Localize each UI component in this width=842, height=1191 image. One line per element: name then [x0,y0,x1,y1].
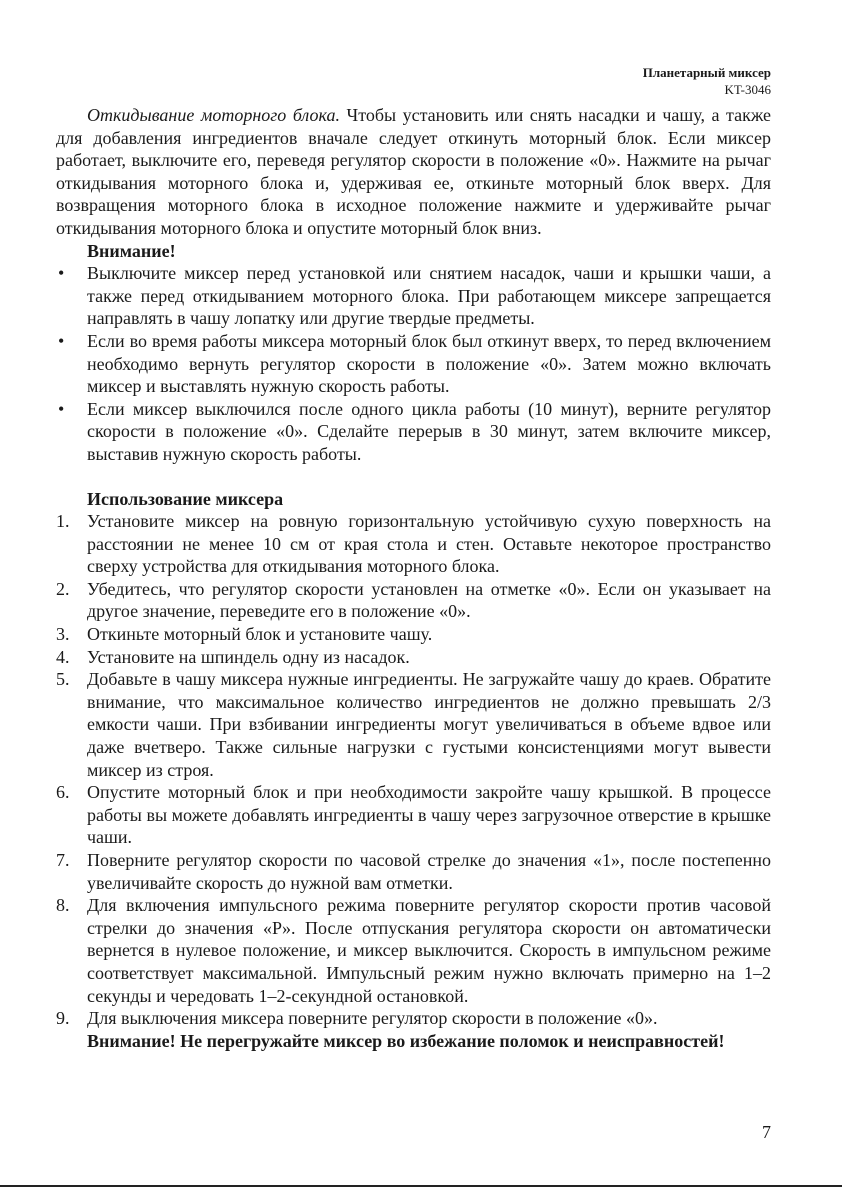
step-text: Для включения импульсного режима поверните регулятор скорости против часовой стрелки до значения «P». После отпускания регулятора скорости он автоматически вернется в нулевое положение, и миксер выключится. Скорость в импульсном режиме соответствует максимальной. Импульсный режим нужно включать примерно на 1–2 секунды и чередовать 1–2-секундной остановкой. [87,895,771,1006]
usage-step [56,578,771,623]
usage-heading: Использование миксера [87,488,284,509]
step-number: 3. [56,624,70,645]
step-text: Поверните регулятор скорости по часовой стрелке до значения «1», после постепенно увеличивайте скорость до нужной вам отметки. [87,850,771,893]
step-text: Откиньте моторный блок и установите чашу. [87,624,433,645]
step-text: Для выключения миксера поверните регулятор скорости в положение «0». [87,1008,658,1029]
usage-step [56,781,771,849]
usage-step [56,646,771,669]
page-content [56,104,771,1052]
step-text: Установите миксер на ровную горизонтальную устойчивую сухую поверхность на расстоянии не менее 10 см от края стола и стен. Оставьте некоторое пространство сверху устройства для откидывания моторного блока. [87,511,771,577]
attention-heading: Внимание! [87,240,176,261]
overload-warning: Внимание! Не перегружайте миксер во избежание поломок и неисправностей! [87,1030,725,1051]
intro-lead: Откидывание моторного блока. [87,105,340,125]
step-text: Убедитесь, что регулятор скорости установлен на отметке «0». Если он указывает на другое значение, переведите его в положение «0». [87,578,771,622]
step-number: 2. [56,578,70,599]
usage-step [56,668,771,781]
page-number: 7 [762,1122,771,1142]
intro-text: Чтобы установить или снять насадки и чашу, а также для добавления ингредиентов вначале следует откинуть моторный блок. Если миксер работает, выключите его, переведя регулятор скорости в положение «0». Нажмите на рычаг откидывания моторного блока и, удерживая ее, откиньте моторный блок вверх. Для возвращения моторного блока в исходное положение нажмите и удерживайте рычаг откидывания моторного блока и опустите моторный блок вниз. [56,105,772,238]
step-number: 4. [56,646,70,667]
usage-step [56,894,771,1007]
bottom-divider [0,1185,842,1187]
header-title: Планетарный миксер [642,65,771,80]
step-number: 7. [56,850,70,870]
usage-step [56,1007,771,1030]
step-number: 6. [56,782,70,803]
attention-item: • Если миксер выключился после одного цикла работы (10 минут), верните регулятор скорости в положение «0». Сделайте перерыв в 30 минут, затем включите миксер, выставив нужную скорость работы. [56,398,771,466]
intro-paragraph [56,104,771,240]
step-number: 5. [56,669,70,690]
step-text: Опустите моторный блок и при необходимости закройте чашу крышкой. В процессе работы вы можете добавлять ингредиенты в чашу через загрузочное отверстие в крышке чаши. [87,782,771,848]
attention-item: • Если во время работы миксера моторный блок был откинут вверх, то перед включением необходимо вернуть регулятор скорости в положение «0». Затем можно включать миксер и выставлять нужную скорость работы. [56,330,771,398]
step-text: Установите на шпиндель одну из насадок. [87,646,410,667]
attention-list [56,262,771,465]
page-header [643,64,771,98]
step-number: 9. [56,1008,70,1029]
usage-step [56,623,771,646]
step-number: 8. [56,895,70,916]
step-text: Добавьте в чашу миксера нужные ингредиенты. Не загружайте чашу до краев. Обратите внимание, что максимальное количество ингредиентов не должно превышать 2/3 емкости чаши. При взбивании ингредиенты могут увеличиваться в объеме вдвое или даже вчетверо. Также сильные нагрузки с густыми консистенциями могут вывести миксер из строя. [87,669,771,780]
step-number: 1. [56,511,70,532]
usage-step [56,849,771,894]
header-model: KT-3046 [724,82,771,97]
usage-step [56,510,771,578]
usage-steps [56,510,771,1030]
attention-item: • Выключите миксер перед установкой или снятием насадок, чаши и крышки чаши, а также перед откидыванием моторного блока. При работающем миксере запрещается направлять в чашу лопатку или другие твердые предметы. [56,262,771,330]
